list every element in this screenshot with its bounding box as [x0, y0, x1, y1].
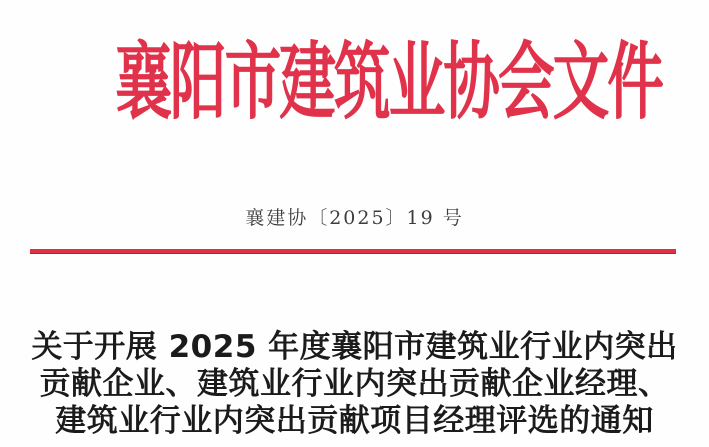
document-reference-number: 襄建协〔2025〕19 号 — [245, 207, 464, 229]
document-header-title: 襄阳市建筑业协会文件 — [115, 32, 662, 131]
notice-title-line-1: 关于开展 2025 年度襄阳市建筑业行业内突出 — [31, 329, 678, 365]
red-divider-line — [30, 249, 676, 254]
notice-title-line-3: 建筑业行业内突出贡献项目经理评选的通知 — [55, 403, 654, 439]
notice-title-line-2: 贡献企业、建筑业行业内突出贡献企业经理、 — [39, 366, 670, 402]
notice-title — [0, 329, 709, 440]
